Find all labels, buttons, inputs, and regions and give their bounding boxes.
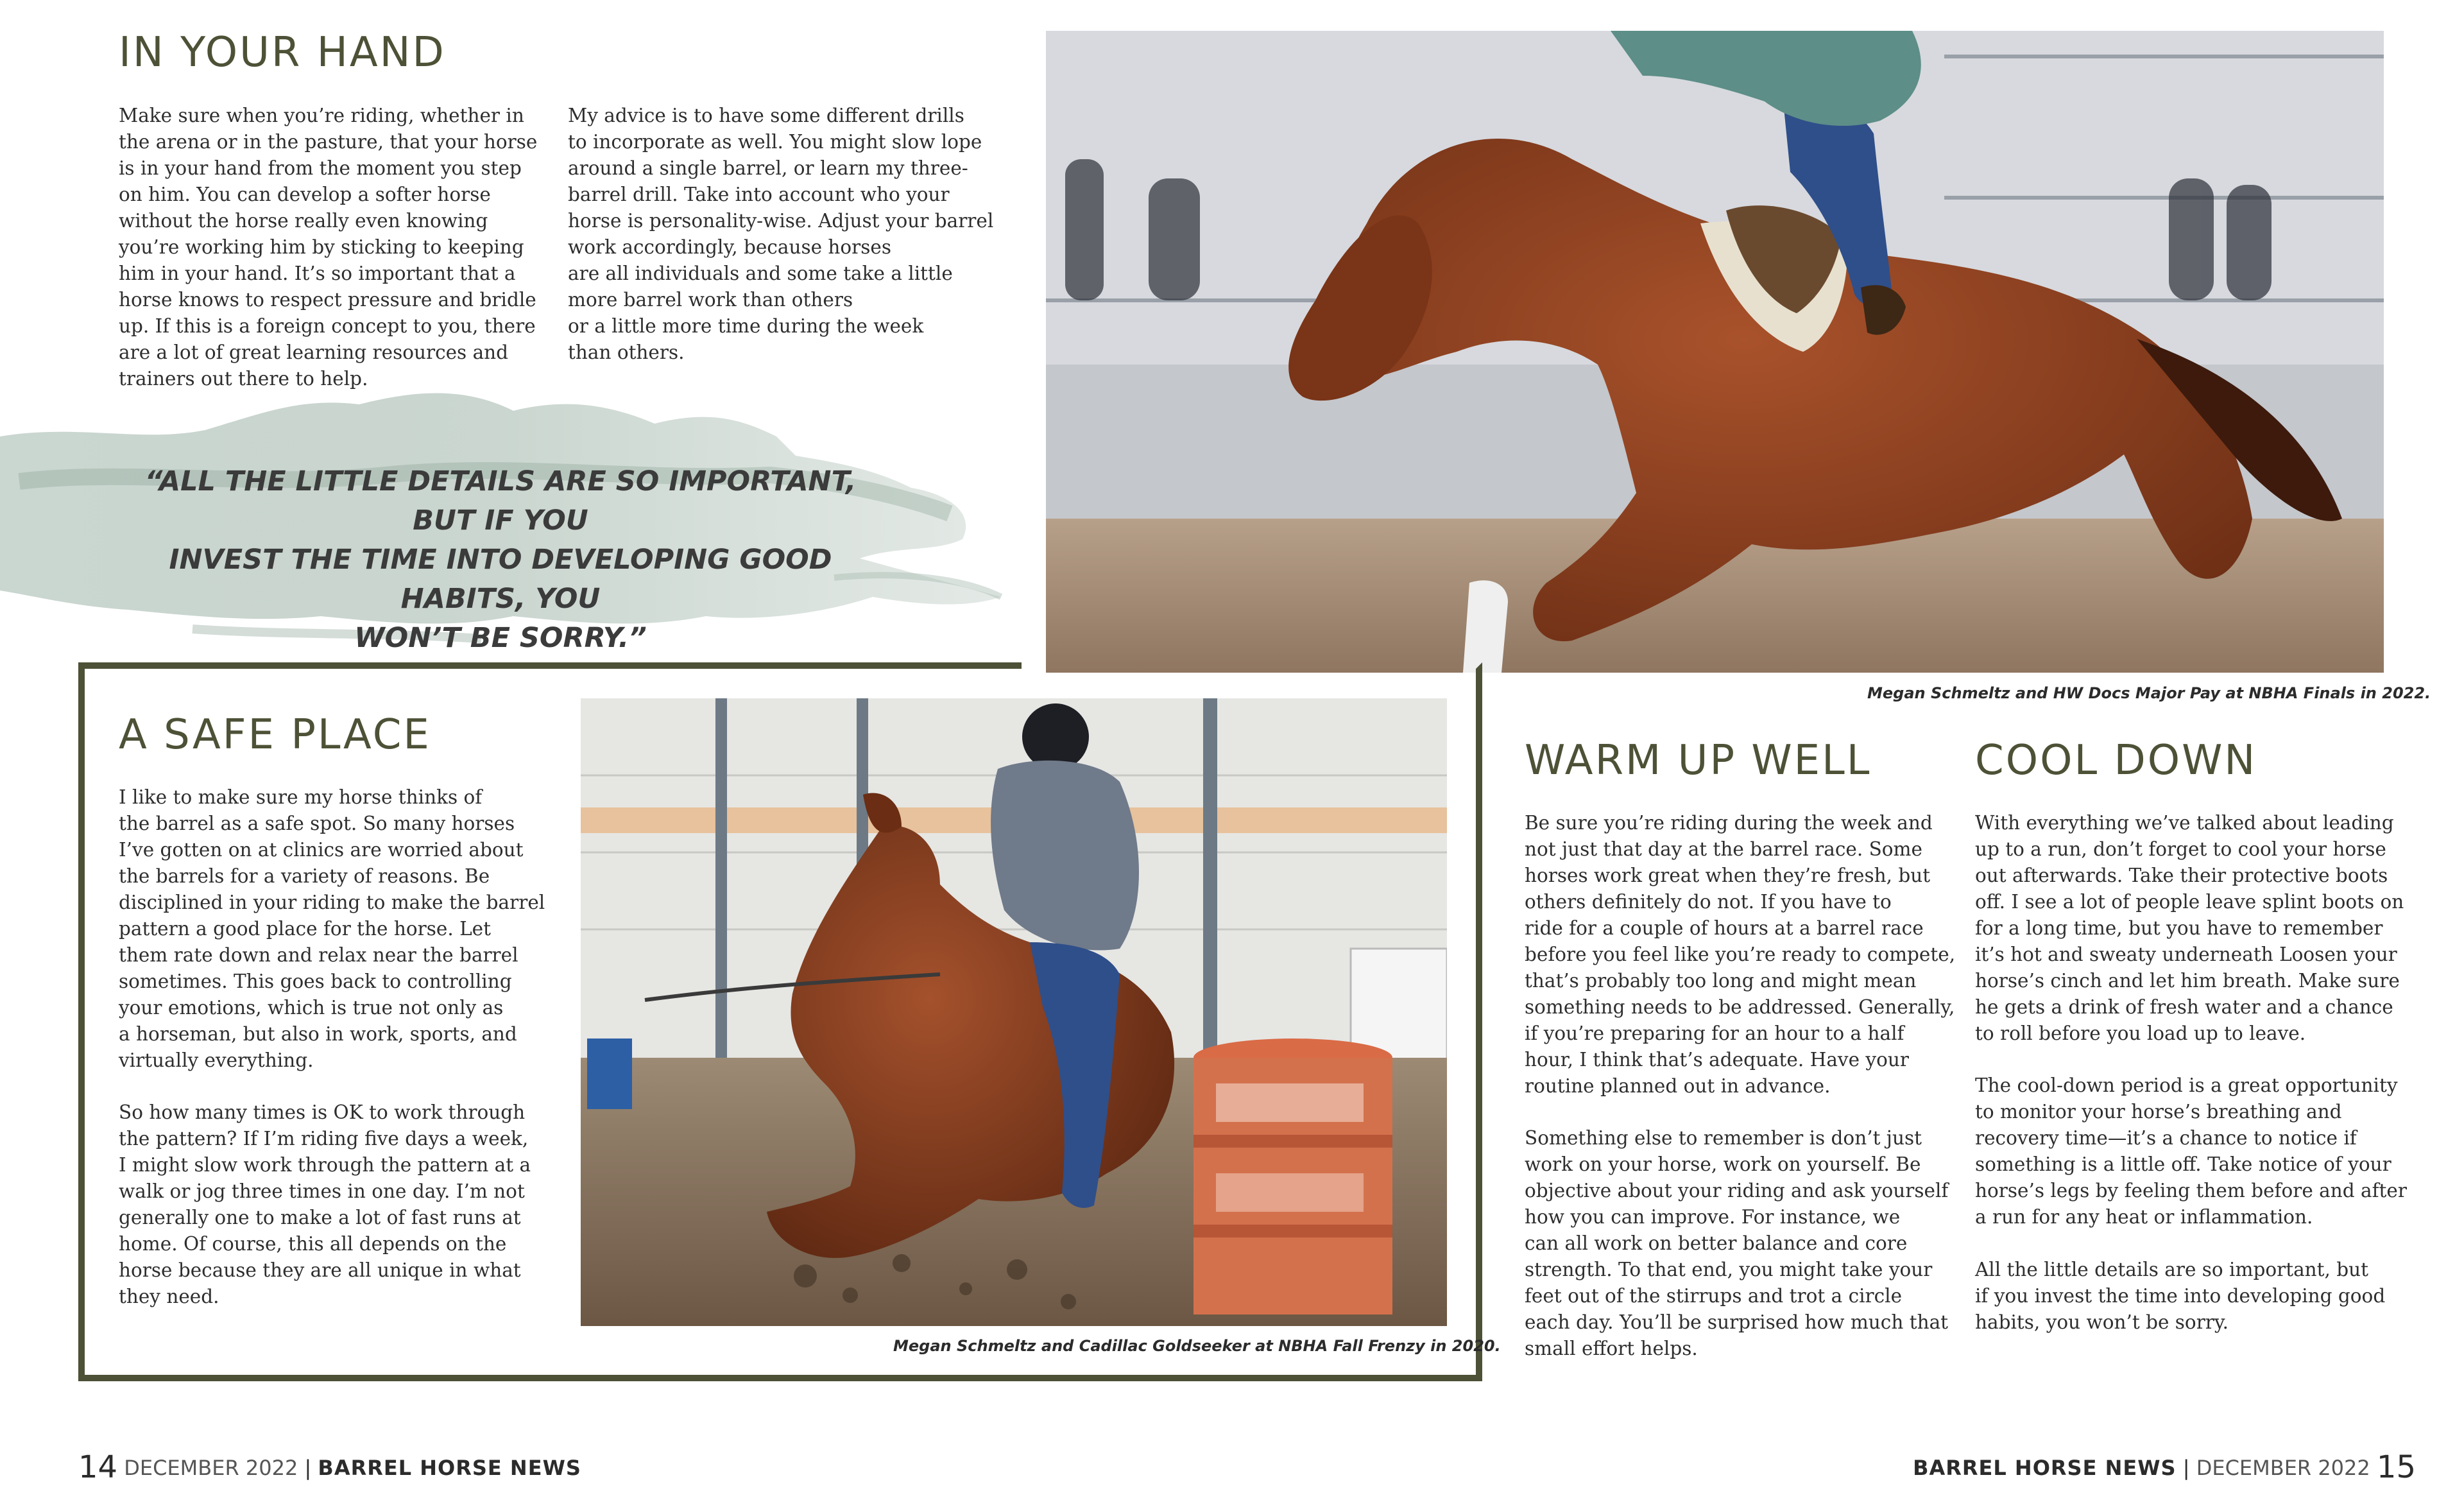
caption-mid-photo: Megan Schmeltz and Cadillac Goldseeker at NBHA Fall Frenzy in 2020.: [893, 1337, 1501, 1355]
pull-quote: “ALL THE LITTLE DETAILS ARE SO IMPORTANT, BUT IF YOU INVEST THE TIME INTO DEVELOPING GOOD HABITS, YOU WON’T BE SORRY.”: [144, 465, 857, 654]
warm-up-para2: Something else to remember is don’t just work on your horse, work on yourself. Be objective about your riding and ask yourself how you can improve. For instance, we can all work on better balance and core strength. To that end, you might take your feet out of the stirrups and trot a circle each day. You’ll be surprised how much that small effort helps.: [1525, 1127, 1949, 1359]
cool-down-para3: All the little details are so important, but if you invest the time into developing good habits, you won’t be sorry.: [1975, 1259, 2386, 1333]
safe-place-para1: I like to make sure my horse thinks of the barrel as a safe spot. So many horses I’ve gotten on at clinics are worried about the barrels for a variety of reasons. Be disciplined in your riding to make the barrel pattern a good place for the horse. Let them rate down and relax near the barrel sometimes. This goes back to controlling your emotions, which is true not only as a horseman, but also in work, sports, and virtually everything.: [119, 786, 545, 1071]
in-your-hand-col2: My advice is to have some different drills to incorporate as well. You might slow lope around a single barrel, or learn my three- barrel drill. Take into account who your horse is personality-wise. Adjust your barrel work accordingly, because horses are all individuals and some take a little more barrel work than others or a little more time during the week than others.: [568, 105, 994, 363]
photo-horse-rider-barrel: [581, 698, 1447, 1326]
caption-top-photo: Megan Schmeltz and HW Docs Major Pay at NBHA Finals in 2022.: [1867, 684, 2431, 702]
footer-right-month: DECEMBER 2022: [2196, 1456, 2370, 1480]
footer-left-month: DECEMBER 2022: [124, 1456, 298, 1480]
page-number-left: 14: [78, 1449, 118, 1485]
footer-right: [1913, 1449, 2416, 1485]
safe-place-para2: So how many times is OK to work through the pattern? If I’m riding five days a week, I might slow work through the pattern at a walk or jog three times in one day. I’m not generally one to make a lot of fast runs at home. Of course, this all depends on the horse because they are all unique in what they need.: [119, 1101, 531, 1307]
footer-left-separator: |: [304, 1456, 312, 1480]
heading-warm-up-well: WARM UP WELL: [1525, 737, 1872, 784]
footer-right-magazine: BARREL HORSE NEWS: [1913, 1456, 2177, 1480]
heading-a-safe-place: A SAFE PLACE: [119, 711, 431, 759]
warm-up-para1: Be sure you’re riding during the week and not just that day at the barrel race. Some horses work great when they’re fresh, but others definitely do not. If you have to ride for a couple of hours at a barrel race before you feel like you’re ready to compete, that’s probably too long and might mean something needs to be addressed. Generally, if you’re preparing for an hour to a half hour, I think that’s adequate. Have your routine planned out in advance.: [1525, 812, 1956, 1097]
heading-cool-down: COOL DOWN: [1975, 737, 2257, 784]
page-number-right: 15: [2376, 1449, 2416, 1485]
cool-down-para2: The cool-down period is a great opportunity to monitor your horse’s breathing and recovery time—it’s a chance to notice if something is a little off. Take notice of your horse’s legs by feeling them before and after a run for any heat or inflammation.: [1975, 1074, 2407, 1228]
heading-in-your-hand: IN YOUR HAND: [119, 29, 446, 76]
footer-right-separator: |: [2182, 1456, 2190, 1480]
cool-down-para1: With everything we’ve talked about leading up to a run, don’t forget to cool your horse out afterwards. Take their protective boots off. I see a lot of people leave splint boots on for a long time, but you have to remember it’s hot and sweaty underneath Loosen your horse’s cinch and let him breath. Make sure he gets a drink of fresh water and a chance to roll before you load up to leave.: [1975, 812, 2404, 1044]
in-your-hand-col1: Make sure when you’re riding, whether in the arena or in the pasture, that your horse is in your hand from the moment you step on him. You can develop a softer horse without the horse really even knowing you’re working him by sticking to keeping him in your hand. It’s so important that a horse knows to respect pressure and bridle up. If this is a foreign concept to you, there are a lot of great learning resources and trainers out there to help.: [119, 105, 538, 390]
footer-left-magazine: BARREL HORSE NEWS: [318, 1456, 581, 1480]
footer-left: [78, 1449, 581, 1485]
photo-horse-rider-finals: [1046, 31, 2384, 673]
